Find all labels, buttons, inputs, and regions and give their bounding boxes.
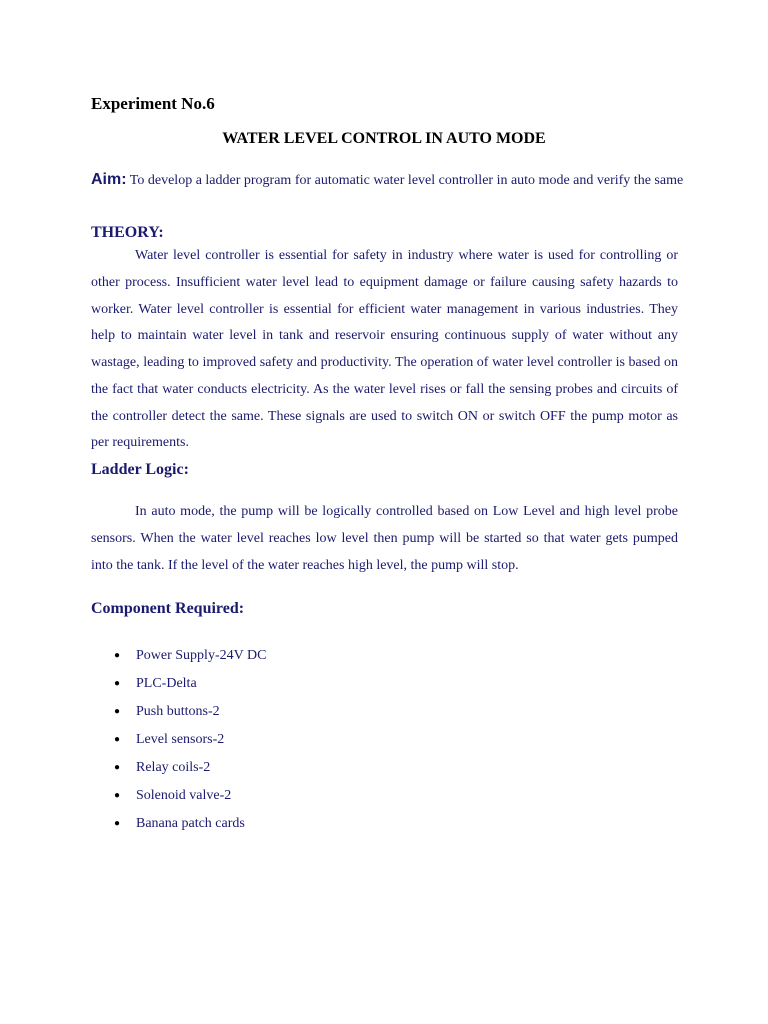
- components-list: [114, 645, 266, 841]
- aim-section: [91, 169, 691, 192]
- ladder-logic-heading: Ladder Logic:: [91, 461, 189, 478]
- bullet-icon: ●: [114, 734, 121, 745]
- components-heading: Component Required:: [91, 600, 245, 617]
- list-item: ● Power Supply-24V DC: [114, 645, 266, 673]
- experiment-number: Experiment No.6: [91, 94, 215, 113]
- bullet-icon: ●: [114, 762, 121, 773]
- document-title: WATER LEVEL CONTROL IN AUTO MODE: [222, 130, 546, 147]
- list-item: ● Relay coils-2: [114, 757, 266, 785]
- bullet-icon: ●: [114, 790, 121, 801]
- ladder-logic-paragraph: In auto mode, the pump will be logically controlled based on Low Level and high level probe sensors. When the water level reaches low level then pump will be started so that water gets pumped into the tank. If the level of the water reaches high level, the pump will stop.: [91, 504, 678, 573]
- list-item: ● PLC-Delta: [114, 673, 266, 701]
- bullet-icon: ●: [114, 678, 121, 689]
- list-item: ● Banana patch cards: [114, 813, 266, 841]
- theory-heading: THEORY:: [91, 224, 164, 241]
- list-item: ● Solenoid valve-2: [114, 785, 266, 813]
- aim-text: To develop a ladder program for automatic water level controller in auto mode and verify the same: [126, 173, 684, 188]
- bullet-icon: ●: [114, 706, 121, 717]
- bullet-icon: ●: [114, 818, 121, 829]
- aim-label: Aim:: [91, 171, 127, 188]
- list-item: ● Level sensors-2: [114, 729, 266, 757]
- bullet-icon: ●: [114, 650, 121, 661]
- list-item: ● Push buttons-2: [114, 701, 266, 729]
- theory-paragraph: Water level controller is essential for safety in industry where water is used for controlling or other process. Insufficient water level lead to equipment damage or failure causing safety hazards to worker. Water level controller is essential for efficient water management in various industries. They help to maintain water level in tank and reservoir ensuring continuous supply of water without any wastage, leading to improved safety and productivity. The operation of water level controller is based on the fact that water conducts electricity. As the water level rises or fall the sensing probes and circuits of the controller detect the same. These signals are used to switch ON or switch OFF the pump motor as per requirements.: [91, 248, 678, 451]
